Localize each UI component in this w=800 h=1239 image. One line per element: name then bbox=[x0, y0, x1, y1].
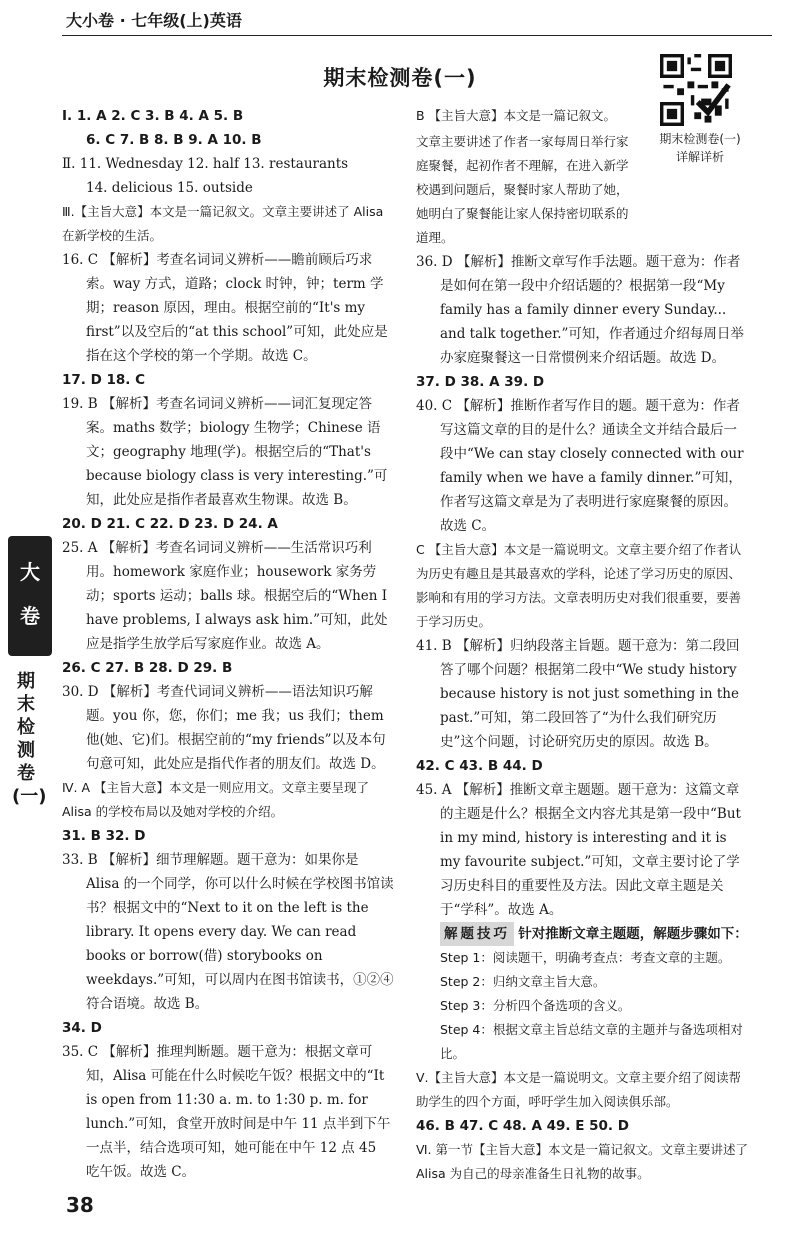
right-line: 40. C 【解析】推断作者写作目的题。题干意为：作者写这篇文章的目的是什么？通读全文并结合最后一段中“We can stay closely connected with our family when we have a family dinner.”可知，作者写这篇文章是为了表明进行家庭聚餐的原因。故选 C。 bbox=[416, 398, 744, 534]
qr-label: 期末检测卷(一) 详解详析 bbox=[659, 132, 741, 164]
right-column bbox=[416, 130, 748, 1186]
left-line: Ⅳ. A 【主旨大意】本文是一则应用文。文章主要呈现了 Alisa 的学校布局以及她对学校的介绍。 bbox=[62, 780, 370, 819]
right-line: 36. D 【解析】推断文章写作手法题。题干意为：作者是如何在第一段中介绍话题的？根据第一段“My family has a family dinner every Sunday... and talk together.”可知，作者通过介绍每周日举办家庭聚餐这一日常惯例来介绍话题。故选 D。 bbox=[416, 254, 744, 366]
right-line: C 【主旨大意】本文是一篇说明文。文章主要介绍了作者认为历史有趣且是其最喜欢的学科，论述了学习历史的原因、影响和有用的学习方法。文章表明历史对我们很重要，要善于学习历史。 bbox=[416, 542, 742, 629]
left-line: 14. delicious 15. outside bbox=[86, 180, 253, 196]
right-column-top bbox=[416, 104, 636, 128]
left-line: 20. D 21. C 22. D 23. D 24. A bbox=[62, 516, 278, 532]
left-line: 26. C 27. B 28. D 29. B bbox=[62, 660, 233, 676]
right-line: 42. C 43. B 44. D bbox=[416, 758, 543, 774]
right-line: B 【主旨大意】本文是一篇记叙文。 bbox=[416, 108, 617, 123]
right-line: 文章主要讲述了作者一家每周日举行家庭聚餐，起初作者不理解，在进入新学校遇到问题后，聚餐时家人帮助了她，她明白了聚餐能让家人保持密切联系的道理。 bbox=[416, 134, 629, 245]
side-label: 期末检测卷(一) bbox=[12, 671, 47, 807]
left-line: 17. D 18. C bbox=[62, 372, 146, 388]
left-line: 34. D bbox=[62, 1020, 102, 1036]
tip-heading: 解题技巧 bbox=[440, 922, 514, 946]
left-line: 33. B 【解析】细节理解题。题干意为：如果你是 Alisa 的一个同学，你可以什么时候在学校图书馆读书？根据文中的“Next to it on the left is the library. It opens every day. We can read books or borrow(借) storybooks on weekdays.”可知，可以周内在图书馆读书，①②④符合语境。故选 B。 bbox=[62, 852, 394, 1012]
tip-step: Step 3：分析四个备选项的含义。 bbox=[440, 998, 631, 1013]
left-line: 19. B 【解析】考查名词词义辨析——词汇复现定答案。maths 数学；biology 生物学；Chinese 语文；geography 地理(学)。根据空后的“That's because biology class is very interesting.”可知，此处应是指作者最喜欢生物课。故选 B。 bbox=[62, 396, 388, 508]
left-line: 30. D 【解析】考查代词词义辨析——语法知识巧解题。you 你，您，你们；me 我；us 我们；them 他(她、它)们。根据空前的“my friends”以及本句句意可知，此处应是指代作者的朋友们。故选 D。 bbox=[62, 684, 386, 772]
qr-code-icon[interactable] bbox=[660, 54, 732, 126]
right-line: Ⅵ. 第一节【主旨大意】本文是一篇记叙文。文章主要讲述了 Alisa 为自己的母亲准备生日礼物的故事。 bbox=[416, 1142, 748, 1181]
right-line: Ⅴ.【主旨大意】本文是一篇说明文。文章主要介绍了阅读帮助学生的四个方面，呼吁学生加入阅读俱乐部。 bbox=[416, 1070, 742, 1109]
left-line: 16. C 【解析】考查名词词义辨析——瞻前顾后巧求索。way 方式，道路；clock 时钟，钟；term 学期；reason 原因，理由。根据空前的“It's my first”以及空后的“at this school”可知，此处应是指在这个学校的第一个学期。故选 C。 bbox=[62, 252, 388, 364]
left-column bbox=[62, 104, 394, 1184]
right-line: 37. D 38. A 39. D bbox=[416, 374, 545, 390]
left-line: 6. C 7. B 8. B 9. A 10. B bbox=[86, 132, 262, 148]
left-line: 31. B 32. D bbox=[62, 828, 146, 844]
tip-intro: 针对推断文章主题题，解题步骤如下： bbox=[518, 926, 748, 942]
side-tab-big-2: 卷 bbox=[20, 604, 40, 628]
left-line: 25. A 【解析】考查名词词义辨析——生活常识巧利用。homework 家庭作业；housework 家务劳动；sports 运动；balls 球。根据空后的“When I have problems, I always ask him.”可知，此处应是指学生放学后写家庭作业。故选 A。 bbox=[62, 540, 388, 652]
left-line: Ⅱ. 11. Wednesday 12. half 13. restaurants bbox=[62, 156, 349, 172]
right-line: 46. B 47. C 48. A 49. E 50. D bbox=[416, 1118, 629, 1134]
right-line: 41. B 【解析】归纳段落主旨题。题干意为：第二段回答了哪个问题？根据第二段中“We study history because history is not just something in the past.”可知，第二段回答了“为什么我们研究历史”这个问题，讨论研究历史的原因。故选 B。 bbox=[416, 638, 740, 750]
tip-step: Step 2：归纳文章主旨大意。 bbox=[440, 974, 606, 989]
page-number: 38 bbox=[66, 1193, 94, 1217]
side-tab bbox=[8, 536, 52, 656]
tip-step: Step 1：阅读题干，明确考查点：考查文章的主题。 bbox=[440, 950, 731, 965]
book-title: 大小卷 · 七年级(上)英语 bbox=[66, 11, 242, 30]
left-line: Ⅰ. 1. A 2. C 3. B 4. A 5. B bbox=[62, 108, 244, 124]
header-rule bbox=[62, 35, 772, 36]
right-line: 45. A 【解析】推断文章主题题。题干意为：这篇文章的主题是什么？根据全文内容尤其是第一段中“But in my mind, history is interesting and it is my favourite subject.”可知，文章主要讨论了学习历史科目的重要性及方法。因此文章主题是关于“学科”。故选 A。 bbox=[416, 782, 741, 918]
side-tab-big: 大 bbox=[20, 560, 40, 584]
tip-step: Step 4：根据文章主旨总结文章的主题并与备选项相对比。 bbox=[440, 1022, 743, 1061]
left-line: 35. C 【解析】推理判断题。题干意为：根据文章可知，Alisa 可能在什么时候吃午饭？根据文中的“It is open from 11:30 a. m. to 1:30 p. m. for lunch.”可知，食堂开放时间是中午 11 点半到下午一点半，结合选项可知，她可能在中午 12 点 45 吃午饭。故选 C。 bbox=[62, 1044, 391, 1180]
page-title: 期末检测卷(一) bbox=[323, 66, 477, 90]
left-line: Ⅲ.【主旨大意】本文是一篇记叙文。文章主要讲述了 Alisa 在新学校的生活。 bbox=[62, 204, 384, 243]
